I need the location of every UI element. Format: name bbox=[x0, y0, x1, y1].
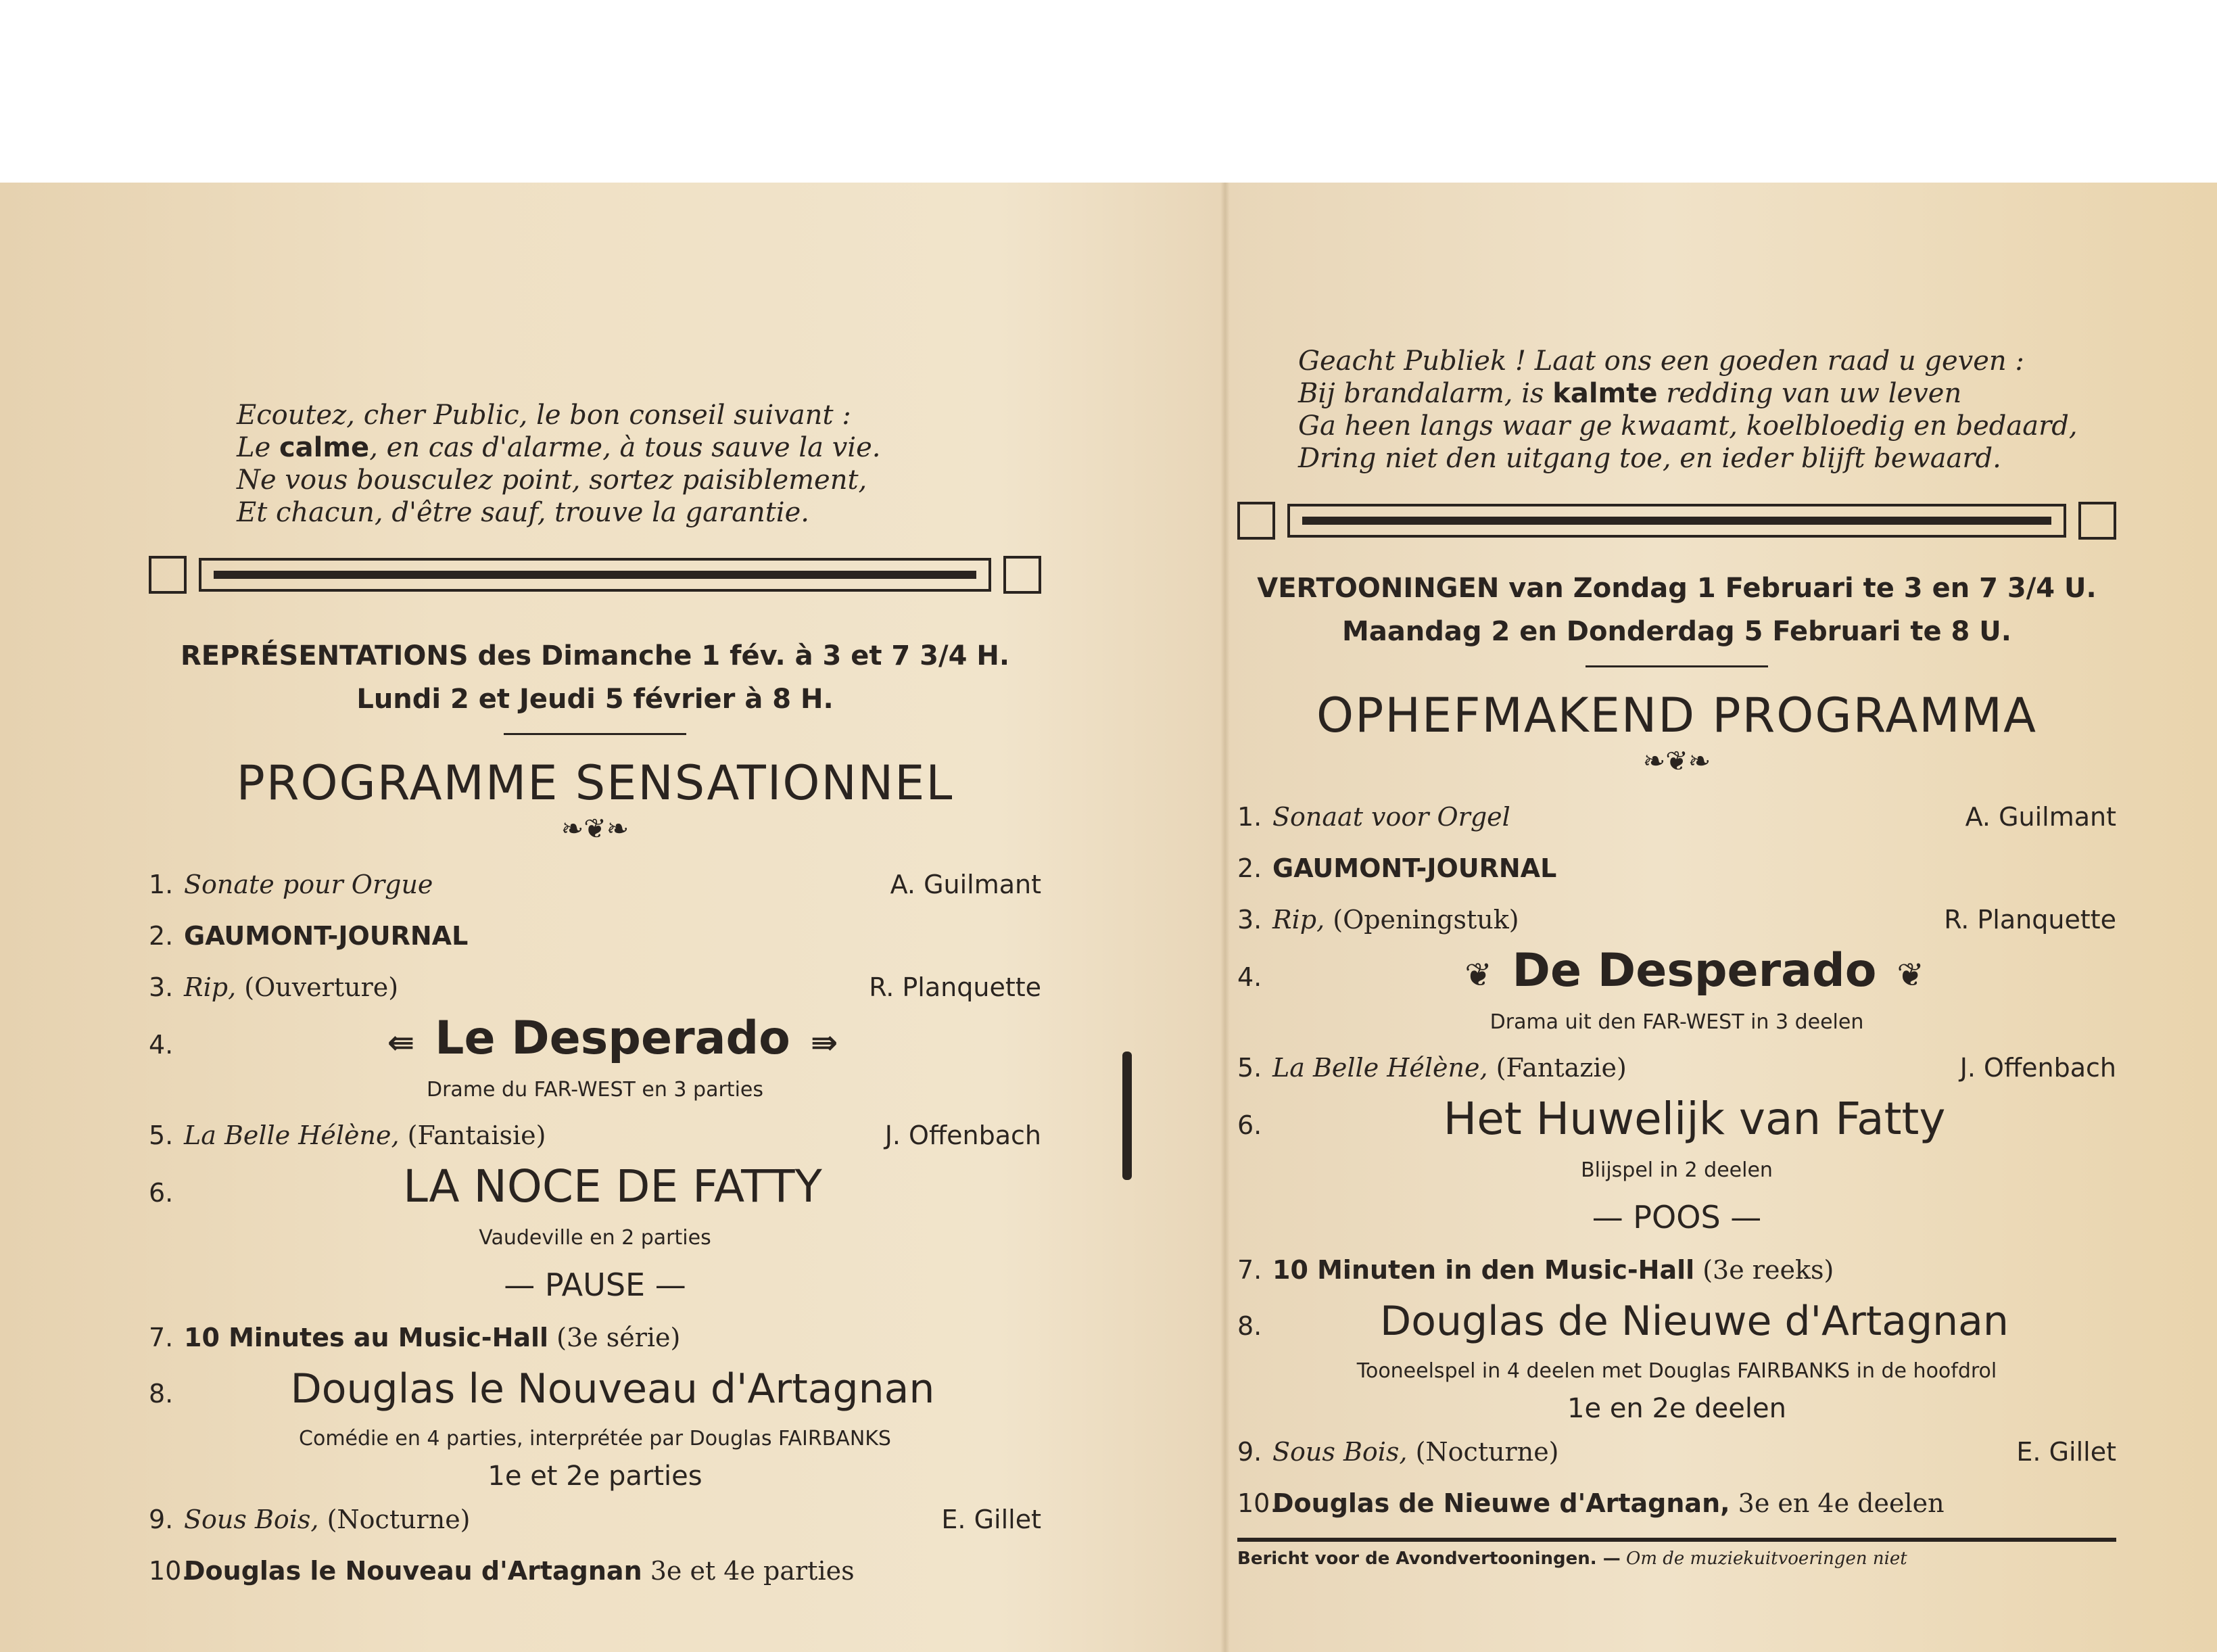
item-subtitle: Tooneelspel in 4 deelen met Douglas FAIRBANKS in de hoofdrol bbox=[1356, 1359, 1997, 1383]
composer: E. Gillet bbox=[941, 1505, 1041, 1534]
program-item: 2. GAUMONT-JOURNAL bbox=[149, 921, 469, 951]
frame-bar bbox=[199, 558, 991, 592]
frame-square bbox=[2078, 502, 2116, 540]
program-item: 2. GAUMONT-JOURNAL bbox=[1237, 853, 1557, 883]
showtimes-line: Lundi 2 et Jeudi 5 février à 8 H. bbox=[356, 684, 834, 715]
center-fold bbox=[1220, 183, 1230, 1652]
program-item: 1. Sonate pour Orgue A. Guilmant bbox=[149, 865, 1041, 904]
program-item-feature: 8. Douglas de Nieuwe d'Artagnan bbox=[1237, 1298, 2009, 1345]
item-subtitle: Blijspel in 2 deelen bbox=[1581, 1158, 1773, 1182]
poem-line: Ga heen langs waar ge kwaamt, koelbloedig en bedaard, bbox=[1298, 410, 2078, 442]
program-item: 7. 10 Minuten in den Music-Hall (3e reeks) bbox=[1237, 1255, 1834, 1285]
frame-square bbox=[149, 556, 187, 594]
fire-notice-poem bbox=[237, 399, 1041, 529]
ornament: ❧❦❧ bbox=[561, 813, 629, 845]
staple bbox=[1122, 1052, 1132, 1180]
leaf-ornament-icon: ❦ bbox=[1464, 956, 1492, 994]
program-item: 7. 10 Minutes au Music-Hall (3e série) bbox=[149, 1323, 681, 1352]
decorative-frame bbox=[149, 556, 1041, 594]
program-item: 3. Rip, (Ouverture) R. Planquette bbox=[149, 968, 1041, 1007]
poem-line: Geacht Publiek ! Laat ons een goeden raad u geven : bbox=[1298, 346, 2024, 377]
left-page-french bbox=[149, 183, 1041, 1652]
poem-line: Le calme, en cas d'alarme, à tous sauve la vie. bbox=[237, 432, 881, 463]
composer: R. Planquette bbox=[1944, 905, 2116, 935]
program-title: PROGRAMME SENSATIONNEL bbox=[236, 755, 954, 811]
showtimes-line: VERTOONINGEN van Zondag 1 Februari te 3 en 7 3/4 U. bbox=[1257, 573, 2097, 604]
item-subtitle: Drama uit den FAR-WEST in 3 deelen bbox=[1489, 1010, 1864, 1034]
program-item: 10. Douglas de Nieuwe d'Artagnan, 3e en 4e deelen bbox=[1237, 1488, 1945, 1518]
composer: A. Guilmant bbox=[1965, 802, 2116, 832]
frame-bar bbox=[1287, 504, 2066, 538]
program-item: 9. Sous Bois, (Nocturne) E. Gillet bbox=[1237, 1432, 2116, 1471]
composer: J. Offenbach bbox=[1959, 1053, 2116, 1083]
showtimes-line: Maandag 2 en Donderdag 5 Februari te 8 U. bbox=[1342, 616, 2011, 647]
item-parts: 1e et 2e parties bbox=[487, 1461, 702, 1492]
program-item-feature: 4. ❦ De Desperado ❦ bbox=[1237, 944, 1924, 997]
program-item: 1. Sonaat voor Orgel A. Guilmant bbox=[1237, 797, 2116, 836]
divider bbox=[504, 733, 686, 735]
program-item: 5. La Belle Hélène, (Fantazie) J. Offenbach bbox=[1237, 1048, 2116, 1087]
program-title: OPHEFMAKEND PROGRAMMA bbox=[1316, 688, 2037, 743]
program-item-feature: 8. Douglas le Nouveau d'Artagnan bbox=[149, 1365, 935, 1413]
poem-line: Dring niet den uitgang toe, en ieder blijft bewaard. bbox=[1298, 443, 2001, 474]
showtimes bbox=[149, 634, 1041, 721]
program-item: 10. Douglas le Nouveau d'Artagnan 3e et 4e parties bbox=[149, 1556, 855, 1586]
program-item: 9. Sous Bois, (Nocturne) E. Gillet bbox=[149, 1500, 1041, 1539]
divider bbox=[1586, 665, 1768, 667]
showtimes bbox=[1237, 567, 2116, 653]
composer: J. Offenbach bbox=[884, 1120, 1041, 1150]
footer-note: Bericht voor de Avondvertooningen. — Om de muziekuitvoeringen niet bbox=[1237, 1549, 1907, 1569]
item-parts: 1e en 2e deelen bbox=[1567, 1393, 1786, 1424]
decorative-frame bbox=[1237, 502, 2116, 540]
composer: R. Planquette bbox=[869, 972, 1041, 1002]
poem-line: Bij brandalarm, is kalmte redding van uw leven bbox=[1298, 378, 1962, 409]
right-page-dutch bbox=[1237, 183, 2116, 1652]
program-item: 3. Rip, (Openingstuk) R. Planquette bbox=[1237, 900, 2116, 939]
fire-notice-poem bbox=[1298, 345, 2116, 475]
ornament: ❧❦❧ bbox=[1642, 746, 1711, 777]
frame-square bbox=[1237, 502, 1275, 540]
poem-line: Ecoutez, cher Public, le bon conseil suivant : bbox=[237, 400, 851, 431]
leaf-ornament-icon: ❦ bbox=[1897, 956, 1924, 994]
program-item-feature: 6. LA NOCE DE FATTY bbox=[149, 1160, 822, 1212]
frame-square bbox=[1003, 556, 1041, 594]
item-subtitle: Vaudeville en 2 parties bbox=[479, 1226, 711, 1250]
program-item: 5. La Belle Hélène, (Fantaisie) J. Offenbach bbox=[149, 1116, 1041, 1155]
item-subtitle: Comédie en 4 parties, interprétée par Douglas FAIRBANKS bbox=[299, 1427, 891, 1450]
intermission: — POOS — bbox=[1592, 1199, 1762, 1235]
program-item-feature: 4. ⇚ Le Desperado ⇛ bbox=[149, 1012, 838, 1065]
item-subtitle: Drame du FAR-WEST en 3 parties bbox=[427, 1078, 763, 1102]
intermission: — PAUSE — bbox=[504, 1267, 686, 1303]
poem-line: Ne vous bousculez point, sortez paisiblement, bbox=[237, 465, 867, 496]
composer: A. Guilmant bbox=[890, 870, 1041, 899]
program-item-feature: 6. Het Huwelijk van Fatty bbox=[1237, 1093, 1946, 1145]
arrow-ornament-icon: ⇚ bbox=[387, 1024, 415, 1062]
poem-line: Et chacun, d'être sauf, trouve la garantie. bbox=[237, 497, 809, 528]
footer-rule bbox=[1237, 1538, 2116, 1542]
showtimes-line: REPRÉSENTATIONS des Dimanche 1 fév. à 3 et 7 3/4 H. bbox=[180, 640, 1010, 671]
composer: E. Gillet bbox=[2016, 1437, 2116, 1467]
arrow-ornament-icon: ⇛ bbox=[810, 1024, 838, 1062]
